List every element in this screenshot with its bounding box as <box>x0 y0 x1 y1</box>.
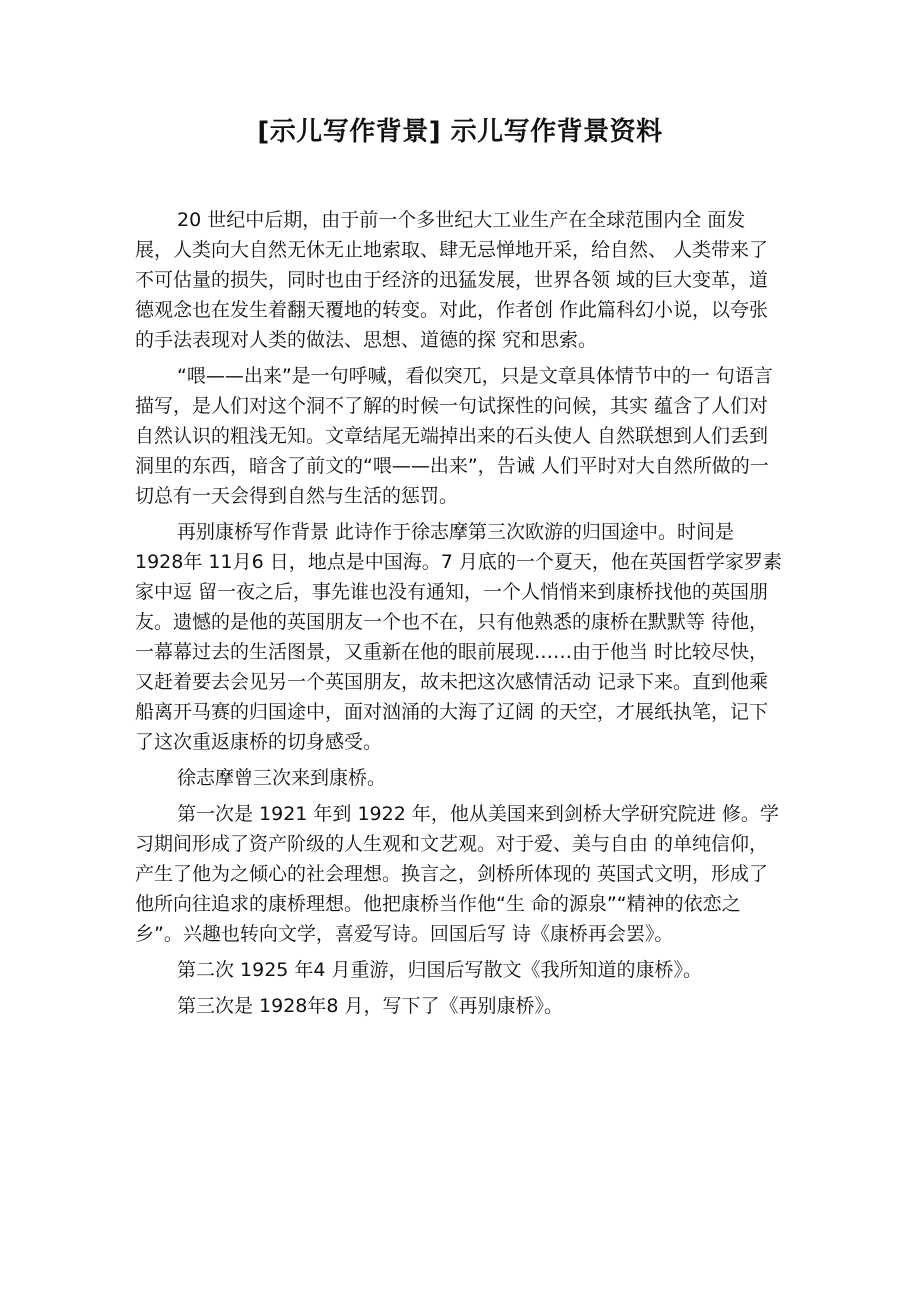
document-body <box>135 205 800 1027</box>
text-line: 一幕幕过去的生活图景，又重新在他的眼前展现……由于他当 时比较尽快， <box>135 641 769 663</box>
text-line: 描写，是人们对这个洞不了解的时候一句试探性的问候，其实 蕴含了人们对 <box>135 395 769 417</box>
text-line: 不可估量的损失，同时也由于经济的迅猛发展，世界各领 域的巨大变革，道 <box>135 269 769 291</box>
text-line: 的手法表现对人类的做法、思想、道德的探 究和思索。 <box>135 329 598 351</box>
paragraph-3 <box>135 517 800 757</box>
text-line: 习期间形成了资产阶级的人生观和文艺观。对于爱、美与自由 的单纯信仰， <box>135 833 769 855</box>
paragraph-2 <box>135 361 800 511</box>
text-line: 他所向往追求的康桥理想。他把康桥当作他“生 命的源泉”“精神的依恋之 <box>135 893 741 915</box>
text-line: 20 世纪中后期，由于前一个多世纪大工业生产在全球范围内全 面发 <box>177 209 746 231</box>
text-line: 产生了他为之倾心的社会理想。换言之，剑桥所体现的 英国式文明，形成了 <box>135 863 769 885</box>
text-line: 又赶着要去会见另一个英国朋友，故未把这次感情活动 记录下来。直到他乘 <box>135 671 769 693</box>
text-line: 1928年 11月6 日，地点是中国海。7 月底的一个夏天，他在英国哲学家罗素 <box>135 551 782 573</box>
text-line: 展，人类向大自然无休无止地索取、肆无忌惮地开采，给自然、 人类带来了 <box>135 239 769 261</box>
text-line: 自然认识的粗浅无知。文章结尾无端掉出来的石头使人 自然联想到人们丢到 <box>135 425 769 447</box>
text-line: 切总有一天会得到自然与生活的惩罚。 <box>135 485 459 507</box>
paragraph-7 <box>135 991 800 1021</box>
text-line: 第三次是 1928年8 月，写下了《再别康桥》。 <box>177 995 564 1017</box>
paragraph-1 <box>135 205 800 355</box>
text-line: “喂——出来”是一句呼喊，看似突兀，只是文章具体情节中的一 句语言 <box>177 365 773 387</box>
paragraph-4 <box>135 763 800 793</box>
text-line: 船离开马赛的归国途中，面对汹涌的大海了辽阔 的天空，才展纸执笔，记下 <box>135 701 769 723</box>
text-line: 徐志摩曾三次来到康桥。 <box>177 767 387 789</box>
text-line: 洞里的东西，暗含了前文的“喂——出来”，告诫 人们平时对大自然所做的一 <box>135 455 769 477</box>
paragraph-5 <box>135 799 800 949</box>
text-line: 友。遗憾的是他的英国朋友一个也不在，只有他熟悉的康桥在默默等 待他， <box>135 611 769 633</box>
text-line: 德观念也在发生着翻天覆地的转变。对此，作者创 作此篇科幻小说，以夸张 <box>135 299 769 321</box>
text-line: 第一次是 1921 年到 1922 年，他从美国来到剑桥大学研究院进 修。学 <box>177 803 779 825</box>
text-line: 第二次 1925 年4 月重游，归国后写散文《我所知道的康桥》。 <box>177 959 703 981</box>
text-line: 了这次重返康桥的切身感受。 <box>135 731 383 753</box>
text-line: 家中逗 留一夜之后，事先谁也没有通知，一个人悄悄来到康桥找他的英国朋 <box>135 581 769 603</box>
text-line: 再别康桥写作背景 此诗作于徐志摩第三次欧游的归国途中。时间是 <box>177 521 735 543</box>
text-line: 乡”。兴趣也转向文学，喜爱写诗。回国后写 诗《康桥再会罢》。 <box>135 923 674 945</box>
page-title: [示儿写作背景] 示儿写作背景资料 <box>257 117 663 147</box>
paragraph-6 <box>135 955 800 985</box>
